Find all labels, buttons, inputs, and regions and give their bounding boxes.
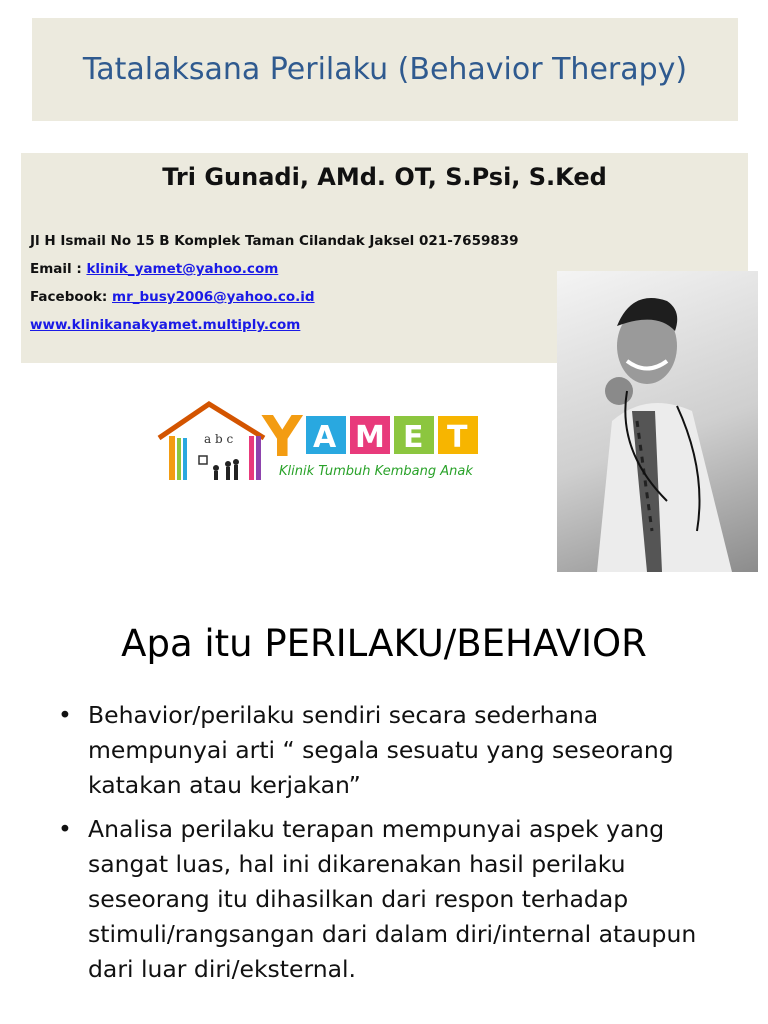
email-line [30, 261, 278, 277]
svg-text:M: M [355, 420, 385, 455]
slide-title: Tatalaksana Perilaku (Behavior Therapy) [82, 52, 688, 87]
svg-text:a b c: a b c [204, 432, 234, 446]
facebook-link[interactable]: mr_busy2006@yahoo.co.id [112, 289, 315, 305]
bullet-list [58, 698, 738, 996]
bullet-text: Behavior/perilaku sendiri secara sederhana mempunyai arti “ segala sesuatu yang seseorang katakan atau kerjakan” [88, 701, 674, 799]
facebook-label: Facebook: [30, 289, 112, 305]
bullet-icon: • [58, 701, 72, 729]
facebook-line [30, 289, 315, 305]
bullet-icon: • [58, 815, 72, 843]
address-line: Jl H Ismail No 15 B Komplek Taman Cilandak Jaksel 021-7659839 [30, 233, 519, 249]
section-heading: Apa itu PERILAKU/BEHAVIOR [121, 622, 647, 665]
email-label: Email : [30, 261, 87, 277]
yamet-logo [154, 398, 516, 484]
svg-text:E: E [403, 420, 424, 455]
svg-text:Y: Y [262, 405, 303, 470]
bullet-item [58, 698, 738, 803]
bullet-text: Analisa perilaku terapan mempunyai aspek yang sangat luas, hal ini dikarenakan hasil perilaku seseorang itu dihasilkan dari respon terhadap stimuli/rangsangan dari dalam diri/internal ataupun dari luar diri/eksternal. [88, 815, 697, 983]
author-name: Tri Gunadi, AMd. OT, S.Psi, S.Ked [162, 163, 607, 191]
portrait-illustration [557, 271, 758, 572]
svg-text:T: T [447, 420, 468, 455]
author-photo [557, 271, 758, 572]
website-link[interactable]: www.klinikanakyamet.multiply.com [30, 317, 301, 333]
svg-text:A: A [313, 420, 337, 455]
website-line [30, 317, 300, 333]
email-link[interactable]: klinik_yamet@yahoo.com [86, 261, 279, 277]
bullet-item [58, 812, 738, 987]
title-banner [32, 18, 738, 121]
logo-tagline: Klinik Tumbuh Kembang Anak [279, 464, 473, 479]
